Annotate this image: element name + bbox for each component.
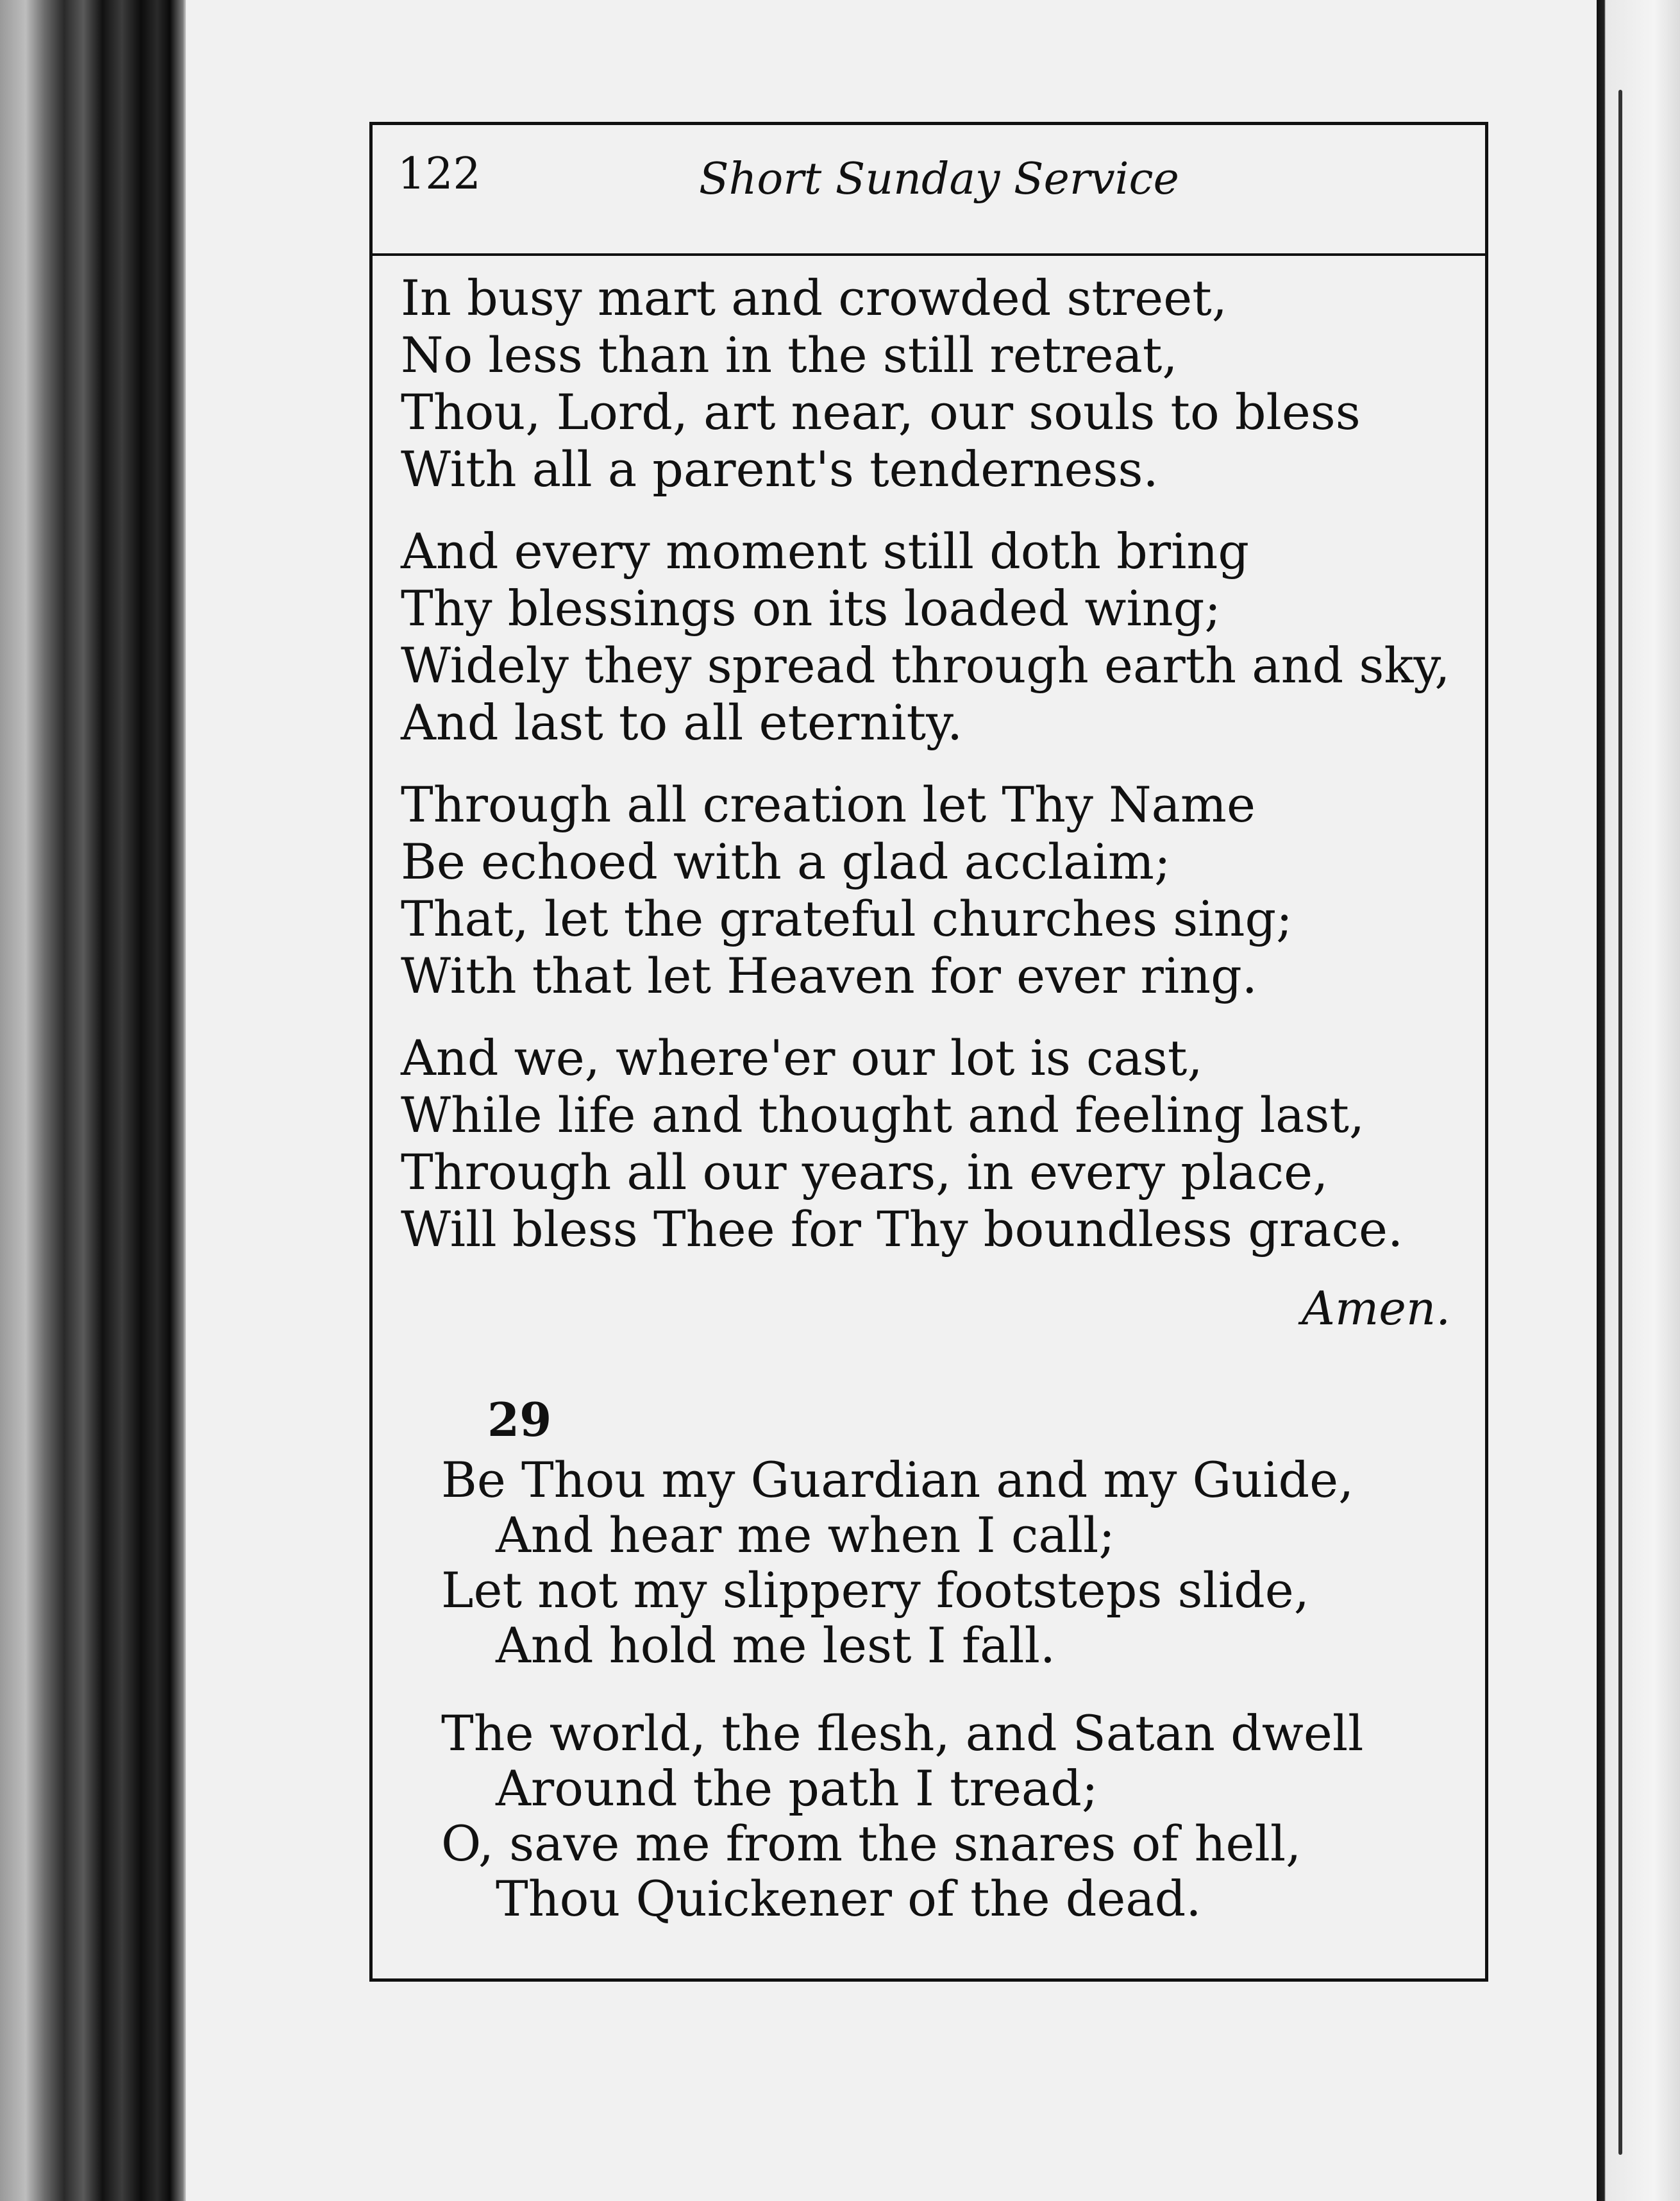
verse-line: Thy blessings on its loaded wing; xyxy=(401,580,1221,637)
hymn-number: 29 xyxy=(487,1392,552,1447)
verse-line: And every moment still doth bring xyxy=(401,523,1250,580)
stanza-4 xyxy=(401,1029,1403,1258)
verse-line: Will bless Thee for Thy boundless grace. xyxy=(401,1201,1404,1258)
verse-line: Through all our years, in every place, xyxy=(401,1143,1329,1201)
verse-line: And hear me when I call; xyxy=(496,1506,1115,1564)
verse-line: And we, where'er our lot is cast, xyxy=(401,1029,1203,1086)
verse-line: And hold me lest I fall. xyxy=(496,1617,1056,1674)
verse-line: With all a parent's tenderness. xyxy=(401,441,1159,498)
verse-line: O, save me from the snares of hell, xyxy=(441,1815,1302,1872)
verse-line: And last to all eternity. xyxy=(401,694,963,751)
running-title: Short Sunday Service xyxy=(699,154,1179,205)
book-spine xyxy=(0,0,186,2201)
page-edge-line xyxy=(1618,90,1622,2155)
hymn-29-stanza-2 xyxy=(441,1706,1363,1927)
verse-line: Be Thou my Guardian and my Guide, xyxy=(441,1451,1354,1508)
verse-line: Let not my slippery footsteps slide, xyxy=(441,1562,1309,1619)
page-number: 122 xyxy=(398,149,481,199)
verse-line: Be echoed with a glad acclaim; xyxy=(401,833,1171,890)
hymn-29-stanza-1 xyxy=(441,1453,1354,1673)
verse-line: Thou Quickener of the dead. xyxy=(496,1870,1202,1927)
verse-line: Through all creation let Thy Name xyxy=(401,776,1256,833)
verse-line: In busy mart and crowded street, xyxy=(401,269,1227,326)
verse-line: Widely they spread through earth and sky, xyxy=(401,637,1450,694)
stanza-1 xyxy=(401,269,1361,498)
verse-line: Around the path I tread; xyxy=(496,1760,1098,1817)
stanza-3 xyxy=(401,776,1293,1004)
verse-line: Thou, Lord, art near, our souls to bless xyxy=(401,384,1361,441)
amen: Amen. xyxy=(1302,1281,1451,1335)
verse-line: That, let the grateful churches sing; xyxy=(401,890,1293,947)
header-rule xyxy=(369,253,1488,256)
verse-line: The world, the flesh, and Satan dwell xyxy=(441,1705,1364,1762)
verse-line: No less than in the still retreat, xyxy=(401,326,1178,384)
verse-line: With that let Heaven for ever ring. xyxy=(401,947,1257,1004)
stanza-2 xyxy=(401,523,1450,751)
verse-line: While life and thought and feeling last, xyxy=(401,1086,1365,1143)
next-page-edge xyxy=(1597,0,1680,2201)
